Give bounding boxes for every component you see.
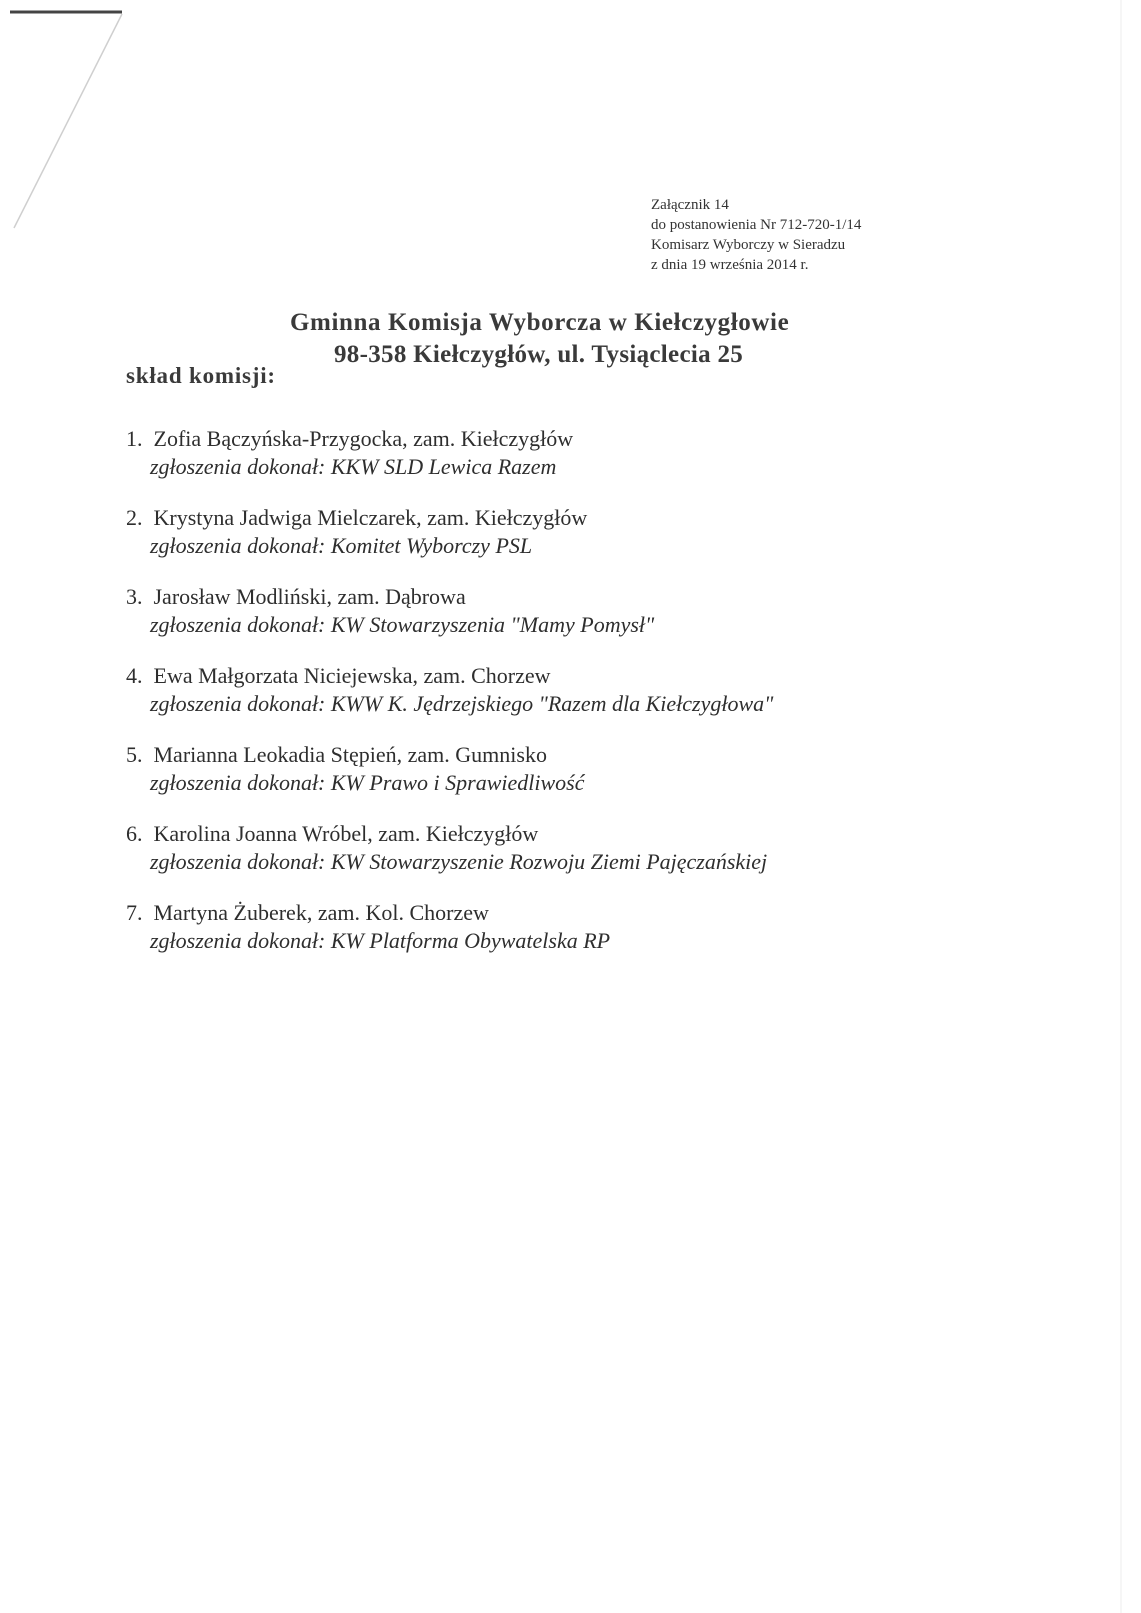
annex-number: Załącznik 14 bbox=[651, 197, 729, 213]
list-item bbox=[126, 662, 1006, 741]
member-name: Marianna Leokadia Stępień, zam. Gumnisko bbox=[153, 742, 547, 767]
list-item bbox=[126, 425, 1006, 504]
member-number: 3. bbox=[126, 584, 143, 609]
composition-label: skład komisji: bbox=[126, 363, 276, 388]
annex-decision-ref: do postanowienia Nr 712-720-1/14 bbox=[651, 217, 862, 233]
member-nominated-by: zgłoszenia dokonał: KW Platforma Obywatelska RP bbox=[150, 928, 611, 953]
member-nominated-by: zgłoszenia dokonał: KWW K. Jędrzejskiego "Razem dla Kiełczygłowa" bbox=[150, 691, 774, 716]
member-nominated-by: zgłoszenia dokonał: KW Stowarzyszenia "Mamy Pomysł" bbox=[150, 612, 655, 637]
member-name: Martyna Żuberek, zam. Kol. Chorzew bbox=[153, 900, 489, 925]
member-number: 1. bbox=[126, 426, 143, 451]
list-item bbox=[126, 504, 1006, 583]
member-name: Zofia Bączyńska-Przygocka, zam. Kiełczygłów bbox=[153, 426, 574, 451]
list-item bbox=[126, 899, 1006, 978]
annex-commissioner: Komisarz Wyborczy w Sieradzu bbox=[651, 237, 846, 253]
scan-fold-line bbox=[14, 14, 122, 228]
member-name: Karolina Joanna Wróbel, zam. Kiełczygłów bbox=[153, 821, 539, 846]
member-nominated-by: zgłoszenia dokonał: KW Stowarzyszenie Rozwoju Ziemi Pajęczańskiej bbox=[150, 849, 768, 874]
list-item bbox=[126, 583, 1006, 662]
list-item bbox=[126, 741, 1006, 820]
member-name: Ewa Małgorzata Niciejewska, zam. Chorzew bbox=[153, 663, 551, 688]
member-number: 4. bbox=[126, 663, 143, 688]
commission-address: 98-358 Kiełczygłów, ul. Tysiąclecia 25 bbox=[334, 341, 744, 368]
list-item bbox=[126, 820, 1006, 899]
member-name: Jarosław Modliński, zam. Dąbrowa bbox=[153, 584, 466, 609]
commission-title: Gminna Komisja Wyborcza w Kiełczygłowie bbox=[290, 309, 790, 336]
member-nominated-by: zgłoszenia dokonał: KW Prawo i Sprawiedliwość bbox=[150, 770, 585, 795]
members-list bbox=[126, 425, 1006, 978]
member-number: 7. bbox=[126, 900, 143, 925]
member-name: Krystyna Jadwiga Mielczarek, zam. Kiełczygłów bbox=[153, 505, 588, 530]
annex-date: z dnia 19 września 2014 r. bbox=[651, 257, 809, 273]
document-header bbox=[290, 307, 810, 371]
member-nominated-by: zgłoszenia dokonał: KKW SLD Lewica Razem bbox=[150, 454, 557, 479]
member-number: 5. bbox=[126, 742, 143, 767]
member-nominated-by: zgłoszenia dokonał: Komitet Wyborczy PSL bbox=[150, 533, 533, 558]
member-number: 2. bbox=[126, 505, 143, 530]
annex-note bbox=[651, 195, 861, 275]
member-number: 6. bbox=[126, 821, 143, 846]
